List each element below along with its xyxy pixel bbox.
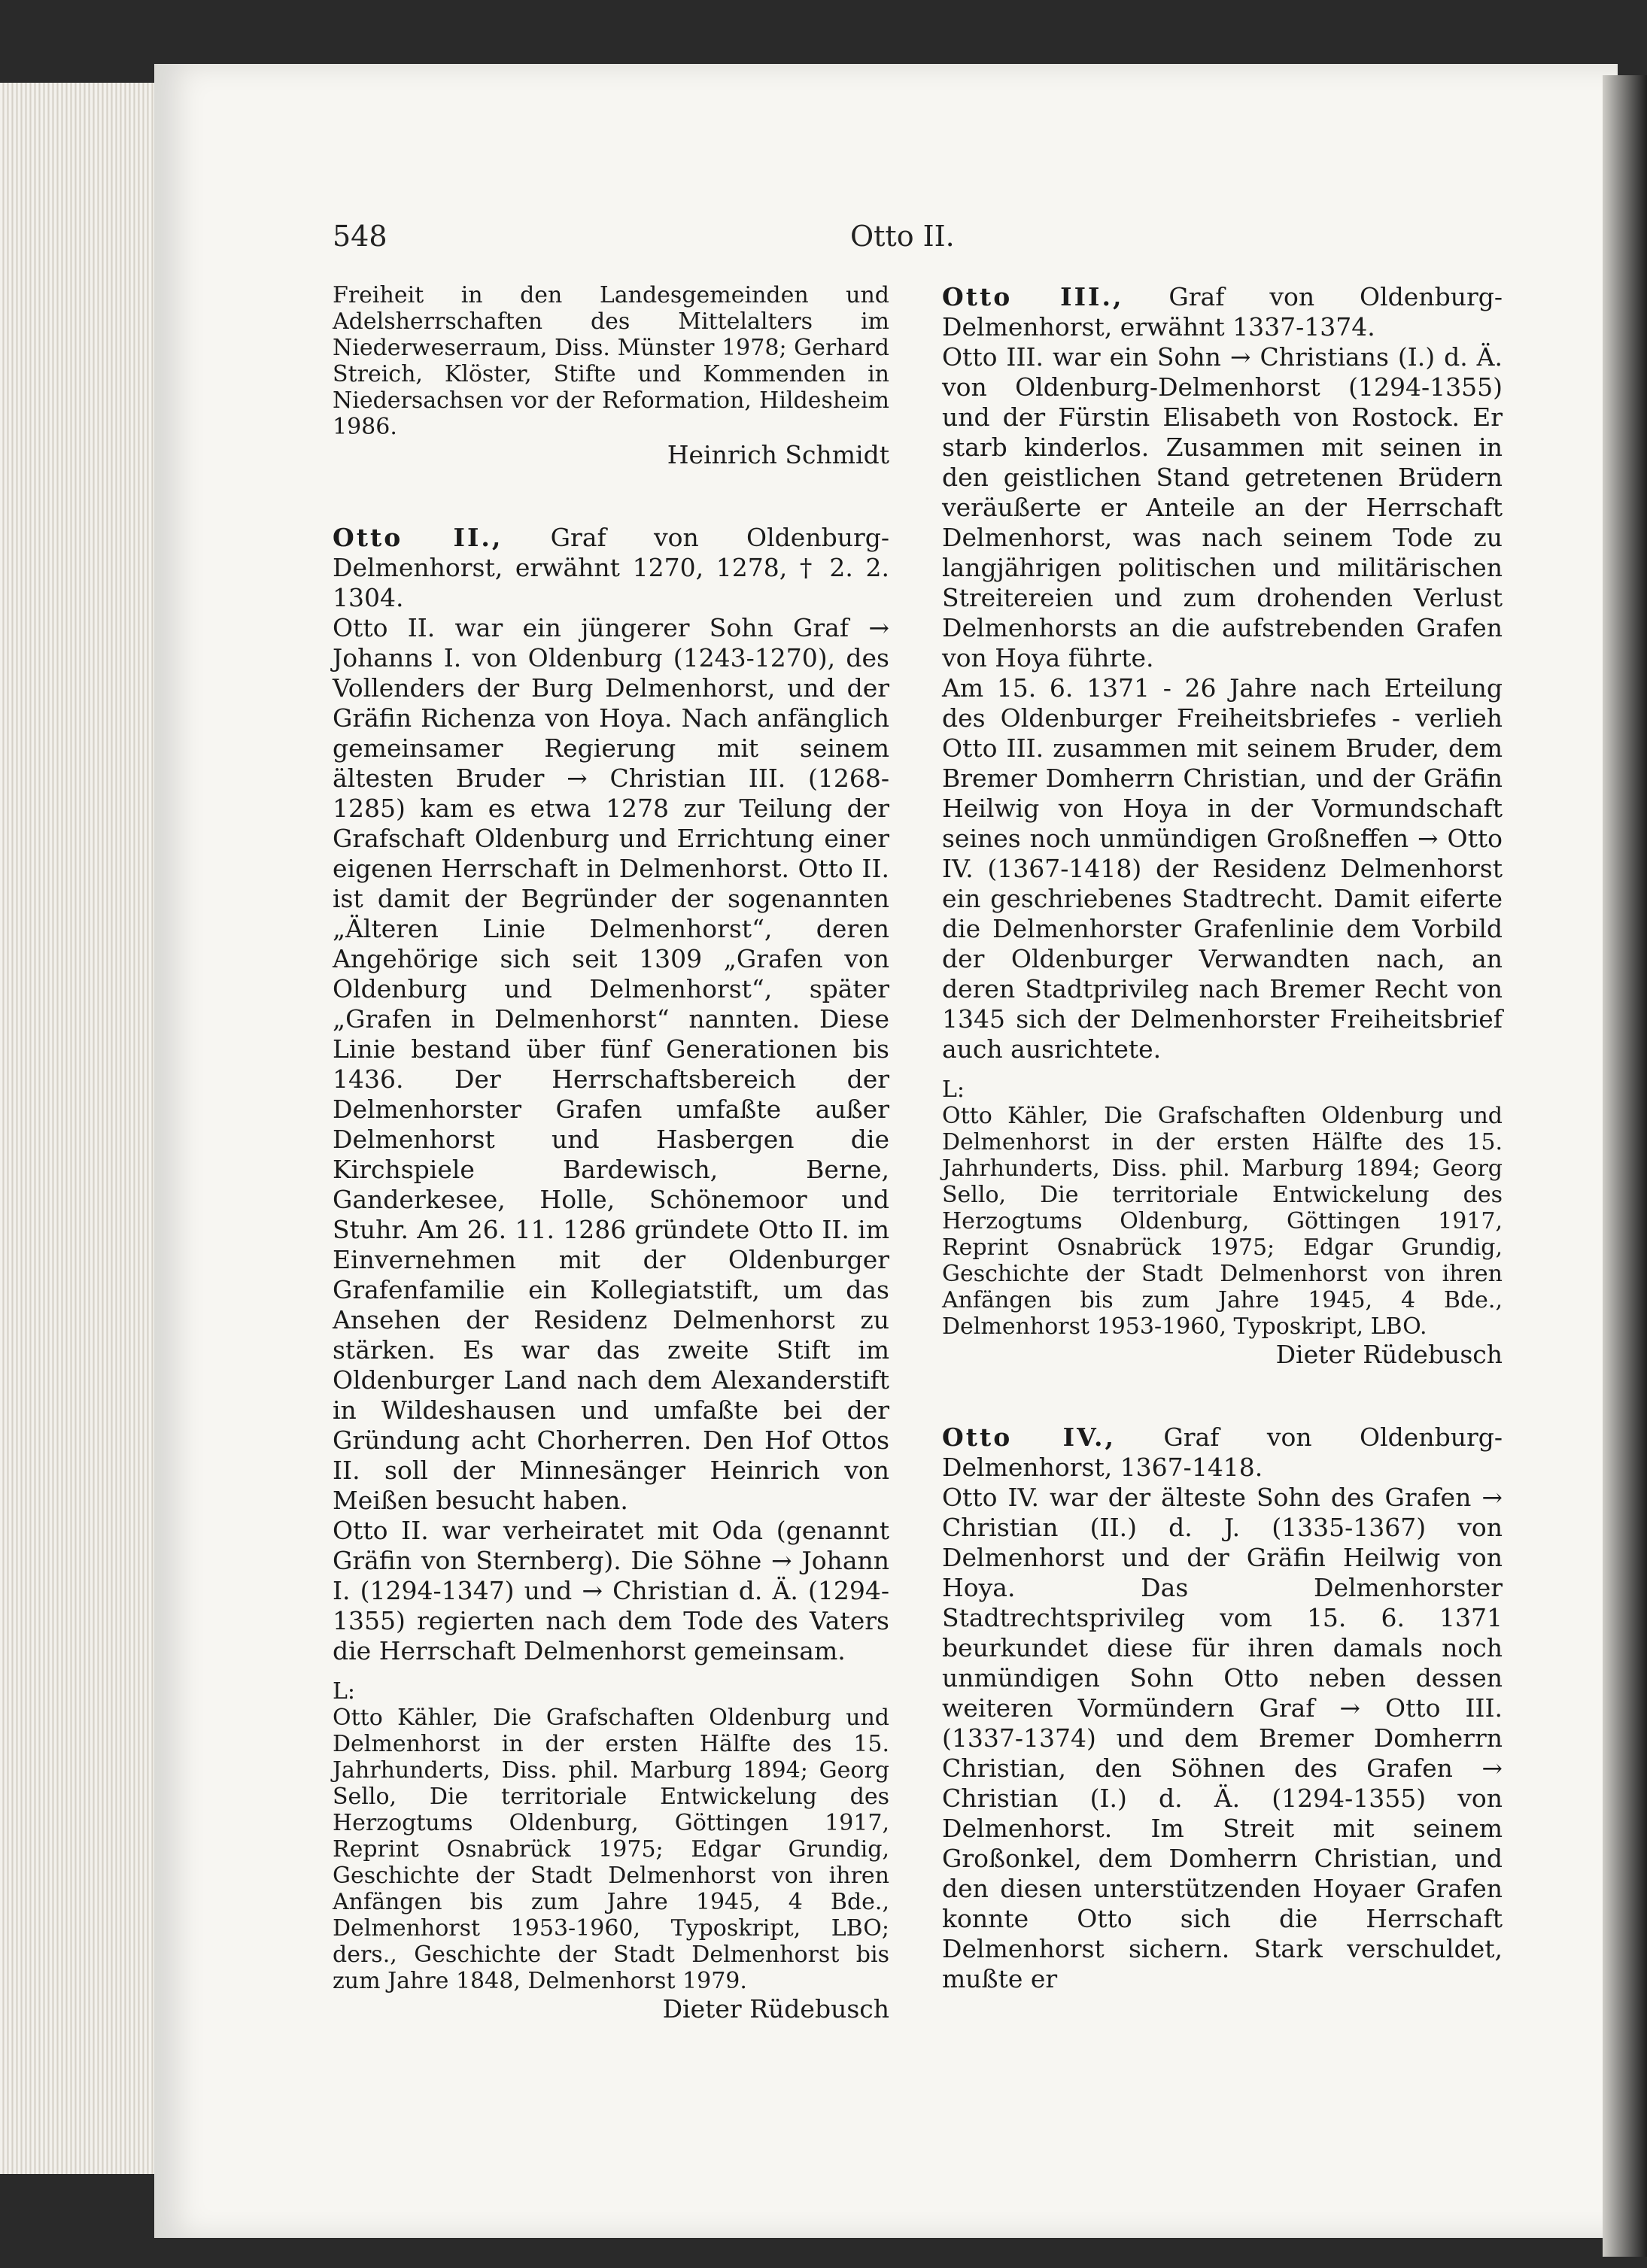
gutter-shadow: [1603, 75, 1647, 2257]
headword: Otto IV.,: [942, 1422, 1116, 1452]
left-column: [333, 282, 889, 2024]
entry-intro: Graf von Oldenburg-Delmenhorst, erwähnt 1270, 1278, † 2. 2. 1304.: [333, 523, 889, 612]
entry-intro: Graf von Oldenburg-Delmenhorst, erwähnt 1337-1374.: [942, 282, 1503, 342]
headword: Otto III.,: [942, 282, 1124, 311]
entry-paragraph: Otto III. war ein Sohn → Christians (I.) d. Ä. von Oldenburg-Delmenhorst (1294-1355) und der Fürstin Elisabeth von Rostock. Er starb kinderlos. Zusammen mit seinen in den geistlichen Stand getretenen Brüdern veräußerte er Anteile an der Herrschaft Delmenhorst, was nach seinem Tode zu langjährigen politischen und militärischen Streitereien und zum drohenden Verlust Delmenhorsts an die aufstrebenden Grafen von Hoya führte.: [942, 342, 1503, 673]
literature-label: L:: [942, 1076, 965, 1103]
page-number: 548: [333, 220, 387, 253]
book-page-edges: [0, 83, 158, 2174]
headword: Otto II.,: [333, 523, 503, 552]
entry-otto-iv-header: [942, 1422, 1503, 1483]
entry-paragraph: Otto IV. war der älteste Sohn des Grafen → Christian (II.) d. J. (1335-1367) von Delmenhorst und der Gräfin Heilwig von Hoya. Das Delmenhorster Stadtrechtsprivileg vom 15. 6. 1371 beurkundet diese für ihren damals noch unmündigen Sohn Otto neben dessen weiteren Vormündern Graf → Otto III. (1337-1374) und dem Bremer Domherrn Christian, den Söhnen des Grafen → Christian (I.) d. Ä. (1294-1355) von Delmenhorst. Im Streit mit seinem Großonkel, dem Domherrn Christian, und den diesen unterstützenden Hoyaer Grafen konnte Otto sich die Herrschaft Delmenhorst sichern. Stark verschuldet, mußte er: [942, 1483, 1503, 1993]
entry-paragraph: Am 15. 6. 1371 - 26 Jahre nach Erteilung des Oldenburger Freiheitsbriefes - verlieh Otto III. zusammen mit seinem Bruder, dem Bremer Domherrn Christian, und der Gräfin Heilwig von Hoya in der Vormundschaft seines noch unmündigen Großneffen → Otto IV. (1367-1418) der Residenz Delmenhorst ein geschriebenes Stadtrecht. Damit eiferte die Delmenhorster Grafenlinie dem Vorbild der Oldenburger Verwandten nach, an deren Stadtprivileg nach Bremer Recht von 1345 sich der Delmenhorster Freiheitsbrief auch ausrichtete.: [942, 673, 1503, 1064]
entry-paragraph: Otto II. war verheiratet mit Oda (genannt Gräfin von Sternberg). Die Söhne → Johann I. (1294-1347) und → Christian d. Ä. (1294-1355) regierten nach dem Tode des Vaters die Herrschaft Delmenhorst gemeinsam.: [333, 1516, 889, 1665]
entry-author: Dieter Rüdebusch: [1275, 1340, 1503, 1369]
prev-author: Heinrich Schmidt: [667, 440, 889, 469]
entry-otto-iii-header: [942, 282, 1503, 342]
entry-intro: Graf von Oldenburg-Delmenhorst, 1367-1418.: [942, 1422, 1503, 1482]
prev-bibliography: Freiheit in den Landesgemeinden und Adelsherrschaften des Mittelalters im Niederweserraum, Diss. Münster 1978; Gerhard Streich, Klöster, Stifte und Kommenden in Niedersachsen vor der Reformation, Hildesheim 1986.: [333, 282, 889, 440]
literature: Otto Kähler, Die Grafschaften Oldenburg und Delmenhorst in der ersten Hälfte des 15. Jahrhunderts, Diss. phil. Marburg 1894; Georg Sello, Die territoriale Entwickelung des Herzogtums Oldenburg, Göttingen 1917, Reprint Osnabrück 1975; Edgar Grundig, Geschichte der Stadt Delmenhorst von ihren Anfängen bis zum Jahre 1945, 4 Bde., Delmenhorst 1953-1960, Typoskript, LBO; ders., Geschichte der Stadt Delmenhorst bis zum Jahre 1848, Delmenhorst 1979.: [333, 1705, 889, 1994]
entry-paragraph: Otto II. war ein jüngerer Sohn Graf → Johanns I. von Oldenburg (1243-1270), des Vollenders der Burg Delmenhorst, und der Gräfin Richenza von Hoya. Nach anfänglich gemeinsamer Regierung mit seinem ältesten Bruder → Christian III. (1268-1285) kam es etwa 1278 zur Teilung der Grafschaft Oldenburg und Errichtung einer eigenen Herrschaft in Delmenhorst. Otto II. ist damit der Begründer der sogenannten „Älteren Linie Delmenhorst“, deren Angehörige sich seit 1309 „Grafen von Oldenburg und Delmenhorst“, später „Grafen in Delmenhorst“ nannten. Diese Linie bestand über fünf Generationen bis 1436. Der Herrschaftsbereich der Delmenhorster Grafen umfaßte außer Delmenhorst und Hasbergen die Kirchspiele Bardewisch, Berne, Ganderkesee, Holle, Schönemoor und Stuhr. Am 26. 11. 1286 gründete Otto II. im Einvernehmen mit der Oldenburger Grafenfamilie ein Kollegiatstift, um das Ansehen der Residenz Delmenhorst zu stärken. Es war das zweite Stift im Oldenburger Land nach dem Alexanderstift in Wildeshausen und umfaßte bei der Gründung acht Chorherren. Den Hof Ottos II. soll der Minnesänger Heinrich von Meißen besucht haben.: [333, 613, 889, 1515]
running-title: Otto II.: [850, 220, 955, 253]
entry-author: Dieter Rüdebusch: [662, 1994, 889, 2024]
entry-otto-ii-header: [333, 523, 889, 613]
right-column: [942, 282, 1503, 1994]
literature-label: L:: [333, 1678, 356, 1705]
literature: Otto Kähler, Die Grafschaften Oldenburg und Delmenhorst in der ersten Hälfte des 15. Jahrhunderts, Diss. phil. Marburg 1894; Georg Sello, Die territoriale Entwickelung des Herzogtums Oldenburg, Göttingen 1917, Reprint Osnabrück 1975; Edgar Grundig, Geschichte der Stadt Delmenhorst von ihren Anfängen bis zum Jahre 1945, 4 Bde., Delmenhorst 1953-1960, Typoskript, LBO.: [942, 1103, 1503, 1340]
